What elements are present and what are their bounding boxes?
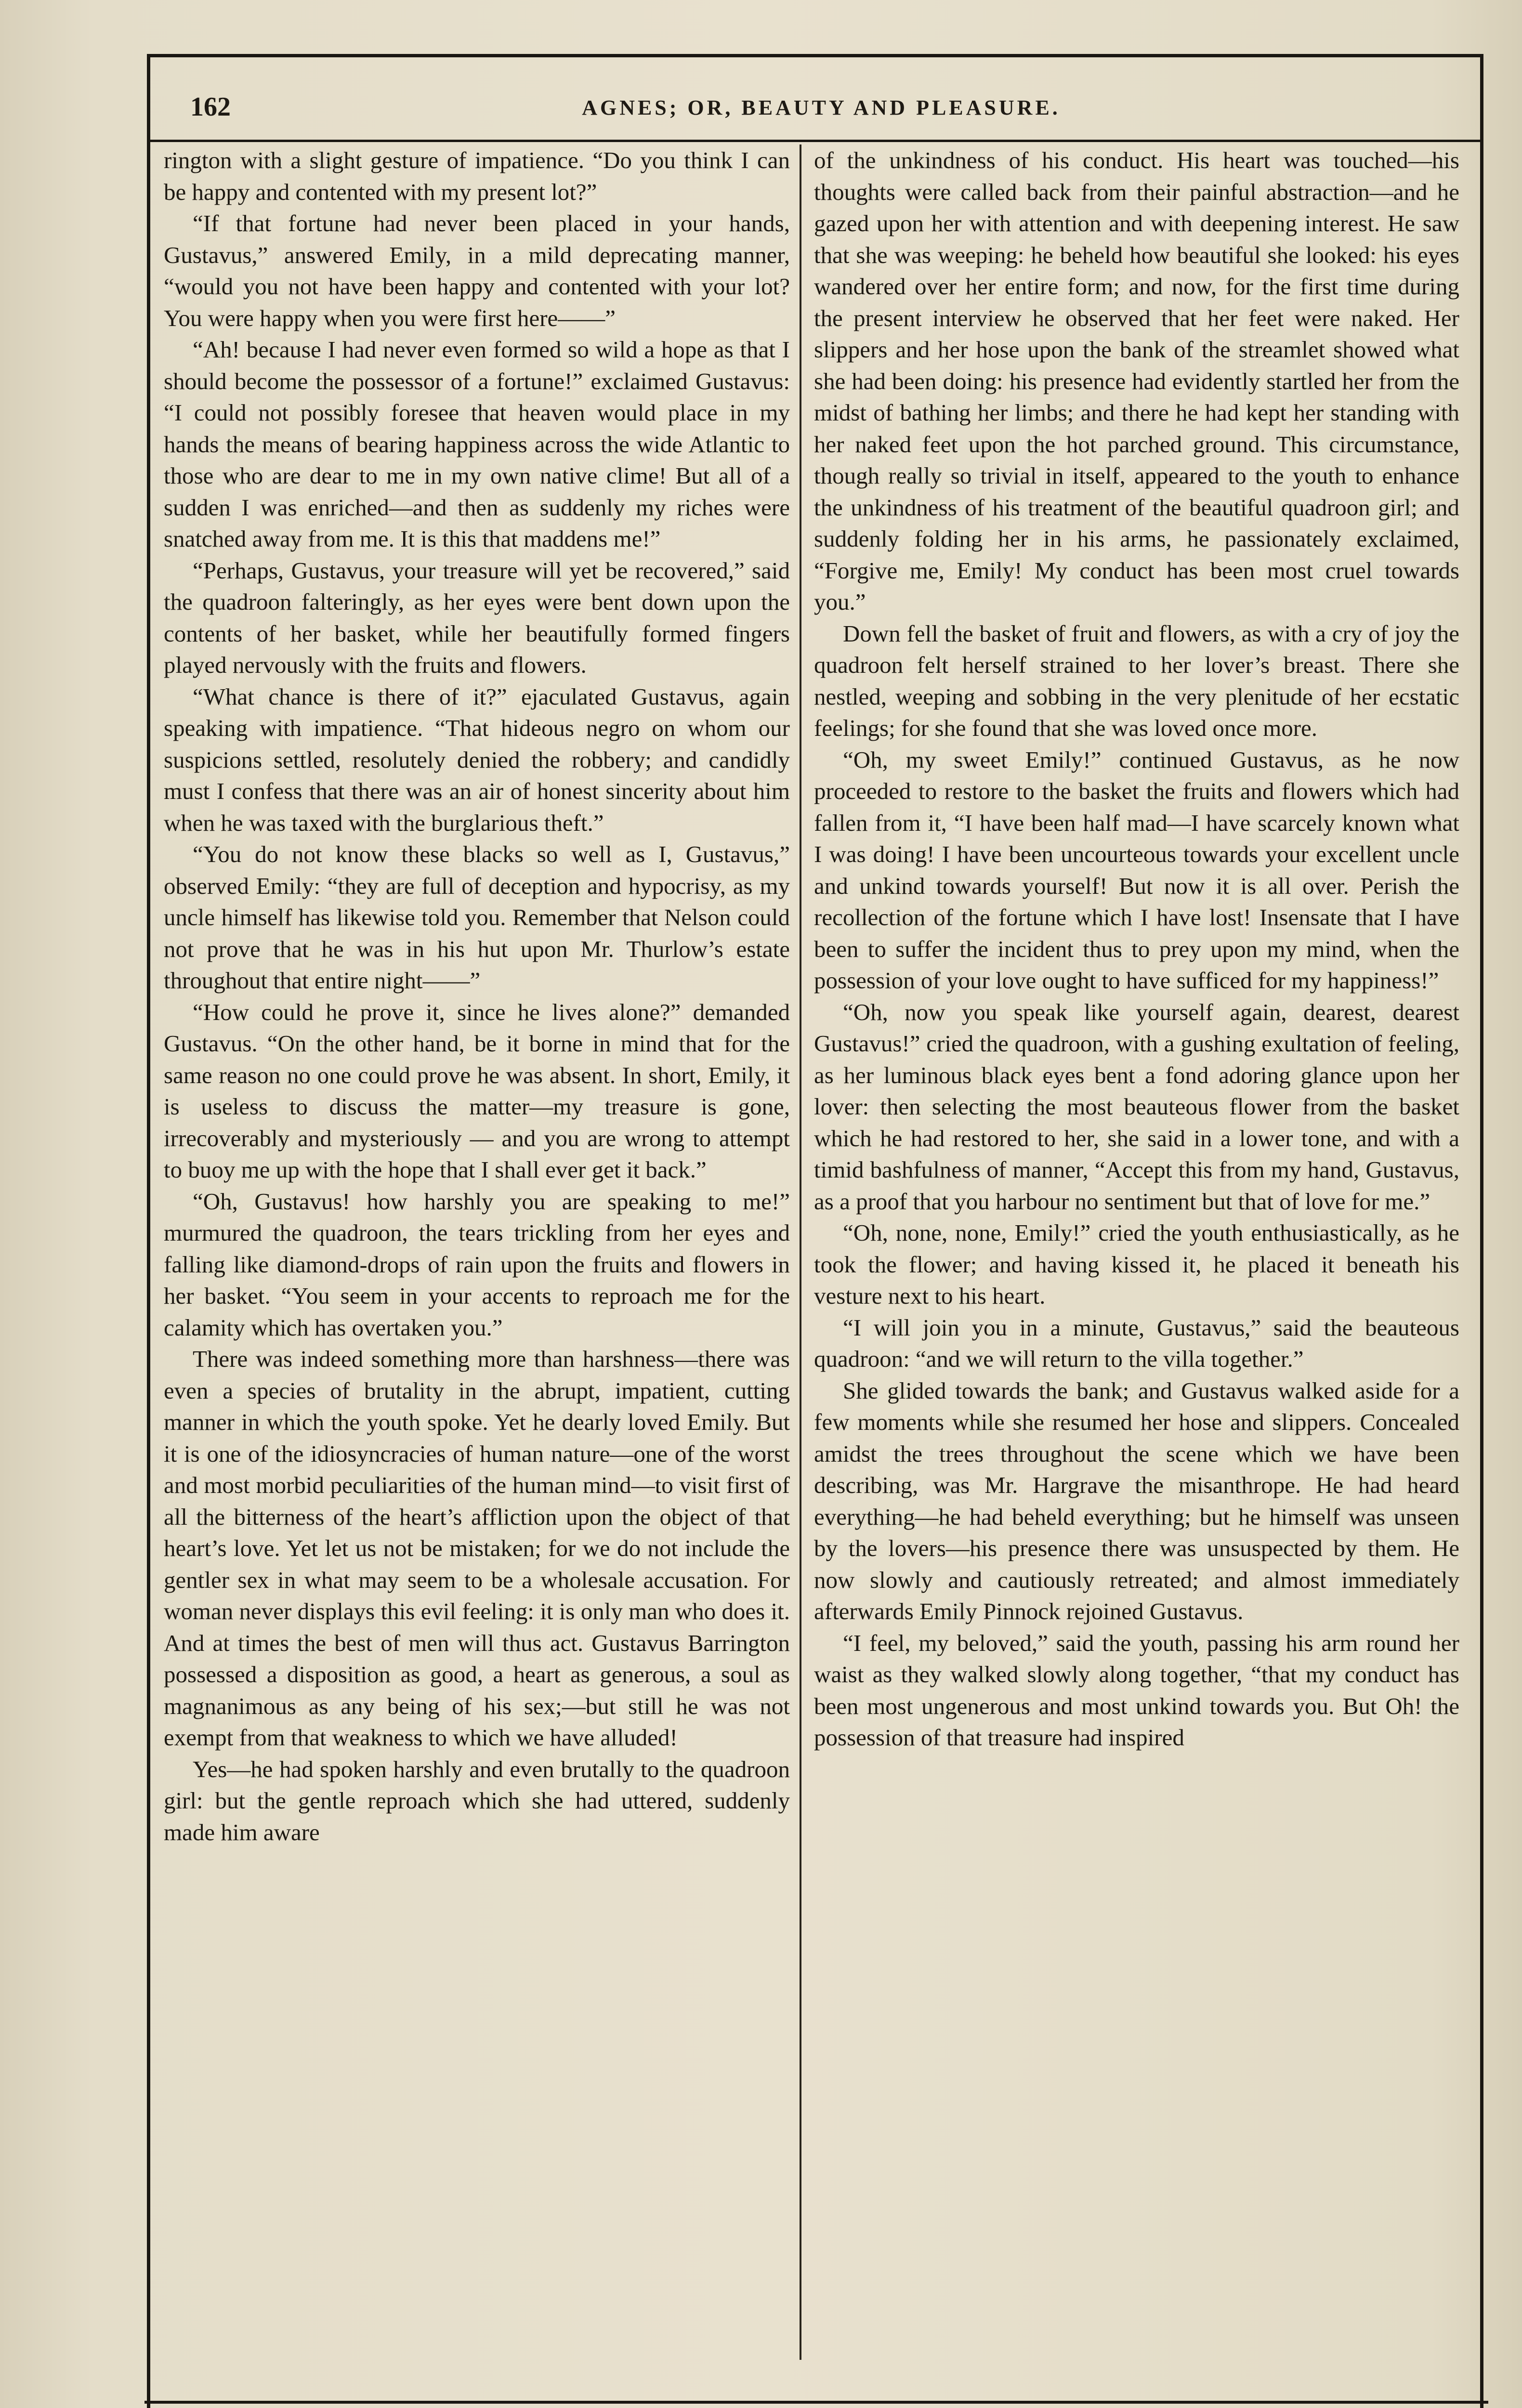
left-text-column	[164, 144, 790, 2331]
paragraph: “Oh, my sweet Emily!” continued Gustavus, as he now proceeded to restore to the basket the fruits and flowers which had fallen from it, “I have been half mad—I have scarcely known what I was doing! I have been uncourteous towards your excellent uncle and unkind towards yourself! But now it is all over. Perish the recollection of the fortune which I have lost! Insensate that I have been to suffer the incident thus to prey upon my mind, when the possession of your love ought to have sufficed for my happiness!”	[814, 746, 1459, 994]
paragraph: Down fell the basket of fruit and flowers, as with a cry of joy the quadroon felt herself strained to her lover’s breast. There she nestled, weeping and sobbing in the very plenitude of her ecstatic feelings; for she found that she was loved once more.	[814, 620, 1459, 741]
right-text-column	[814, 144, 1459, 2331]
paragraph: “If that fortune had never been placed in your hands, Gustavus,” answered Emily, in a mild deprecating manner, “would you not have been happy and contented with your lot? You were happy when you were first here——”	[164, 210, 790, 331]
column-divider	[800, 144, 801, 2360]
paragraph: “What chance is there of it?” ejaculated Gustavus, again speaking with impatience. “That hideous negro on whom our suspicions settled, resolutely denied the robbery; and candidly must I confess that there was an air of honest sincerity about him when he was taxed with the burglarious theft.”	[164, 683, 790, 836]
paragraph: “How could he prove it, since he lives alone?” demanded Gustavus. “On the other hand, be it borne in mind that for the same reason no one could prove he was absent. In short, Emily, it is useless to discuss the matter—my treasure is gone, irrecoverably and mysteriously — and you are wrong to attempt to buoy me up with the hope that I shall ever get it back.”	[164, 998, 790, 1183]
paragraph: “I will join you in a minute, Gustavus,” said the beauteous quadroon: “and we will return to the villa together.”	[814, 1314, 1459, 1372]
paragraph: Yes—he had spoken harshly and even brutally to the quadroon girl: but the gentle reproach which she had uttered, suddenly made him aware	[164, 1755, 790, 1845]
paragraph: There was indeed something more than harshness—there was even a species of brutality in the abrupt, impatient, cutting manner in which the youth spoke. Yet he dearly loved Emily. But it is one of the idiosyncracies of human nature—one of the worst and most morbid peculiarities of the human mind—to visit first of all the bitterness of the heart’s affliction upon the object of that heart’s love. Yet let us not be mistaken; for we do not include the gentler sex in what may seem to be a wholesale accusation. For woman never displays this evil feeling: it is only man who does it. And at times the best of men will thus act. Gustavus Barrington possessed a disposition as good, a heart as generous, a soul as magnanimous as any being of his sex;—but still he was not exempt from that weakness to which we have alluded!	[164, 1346, 790, 1751]
paragraph: of the unkindness of his conduct. His heart was touched—his thoughts were called back from their painful abstraction—and he gazed upon her with attention and with deepening interest. He saw that she was weeping: he beheld how beautiful she looked: his eyes wandered over her entire form; and now, for the first time during the present interview he observed that her feet were naked. Her slippers and her hose upon the bank of the streamlet showed what she had been doing: his presence had evidently startled her from the midst of bathing her limbs; and there he had kept her standing with her naked feet upon the hot parched ground. This circumstance, though really so trivial in itself, appeared to the youth to enhance the unkindness of his treatment of the beautiful quadroon girl; and suddenly folding her in his arms, he passionately exclaimed, “Forgive me, Emily! My conduct has been most cruel towards you.”	[814, 147, 1459, 615]
paragraph: “Oh, Gustavus! how harshly you are speaking to me!” murmured the quadroon, the tears trickling from her eyes and falling like diamond-drops of rain upon the fruits and flowers in her basket. “You seem in your accents to reproach me for the calamity which has overtaken you.”	[164, 1188, 790, 1341]
header-rule	[150, 140, 1481, 142]
paragraph: “I feel, my beloved,” said the youth, passing his arm round her waist as they walked slowly along together, “that my conduct has been most ungenerous and most unkind towards you. But Oh! the possession of that treasure had inspired	[814, 1629, 1459, 1751]
bottom-rule	[144, 2401, 1488, 2404]
page-number: 162	[190, 92, 231, 122]
paragraph: “Oh, none, none, Emily!” cried the youth enthusiastically, as he took the flower; and having kissed it, he placed it beneath his vesture next to his heart.	[814, 1219, 1459, 1309]
paragraph: “Oh, now you speak like yourself again, dearest, dearest Gustavus!” cried the quadroon, with a gushing exultation of feeling, as her luminous black eyes bent a fond adoring glance upon her lover: then selecting the most beauteous flower from the basket which he had restored to her, she said in a lower tone, and with a timid bashfulness of manner, “Accept this from my hand, Gustavus, as a proof that you harbour no sentiment but that of love for me.”	[814, 998, 1459, 1215]
running-title: AGNES; OR, BEAUTY AND PLEASURE.	[582, 96, 1061, 119]
paragraph: “Perhaps, Gustavus, your treasure will yet be recovered,” said the quadroon falteringly, as her eyes were bent down upon the contents of her basket, while her beautifully formed fingers played nervously with the fruits and flowers.	[164, 557, 790, 678]
paragraph: She glided towards the bank; and Gustavus walked aside for a few moments while she resumed her hose and slippers. Concealed amidst the trees throughout the scene which we have been describing, was Mr. Hargrave the misanthrope. He had heard everything—he had beheld everything; but he himself was unseen by the lovers—his presence there was unsuspected by them. He now slowly and cautiously retreated; and almost immediately afterwards Emily Pinnock rejoined Gustavus.	[814, 1377, 1459, 1624]
paragraph: rington with a slight gesture of impatience. “Do you think I can be happy and contented with my present lot?”	[164, 147, 790, 205]
paragraph: “You do not know these blacks so well as I, Gustavus,” observed Emily: “they are full of deception and hypocrisy, as my uncle himself has likewise told you. Remember that Nelson could not prove that he was in his hut upon Mr. Thurlow’s estate throughout that entire night——”	[164, 841, 790, 994]
page-header	[190, 92, 1452, 135]
paragraph: “Ah! because I had never even formed so wild a hope as that I should become the possessor of a fortune!” exclaimed Gustavus: “I could not possibly foresee that heaven would place in my hands the means of bearing happiness across the wide Atlantic to those who are dear to me in my own native clime! But all of a sudden I was enriched—and then as suddenly my riches were snatched away from me. It is this that maddens me!”	[164, 336, 790, 552]
